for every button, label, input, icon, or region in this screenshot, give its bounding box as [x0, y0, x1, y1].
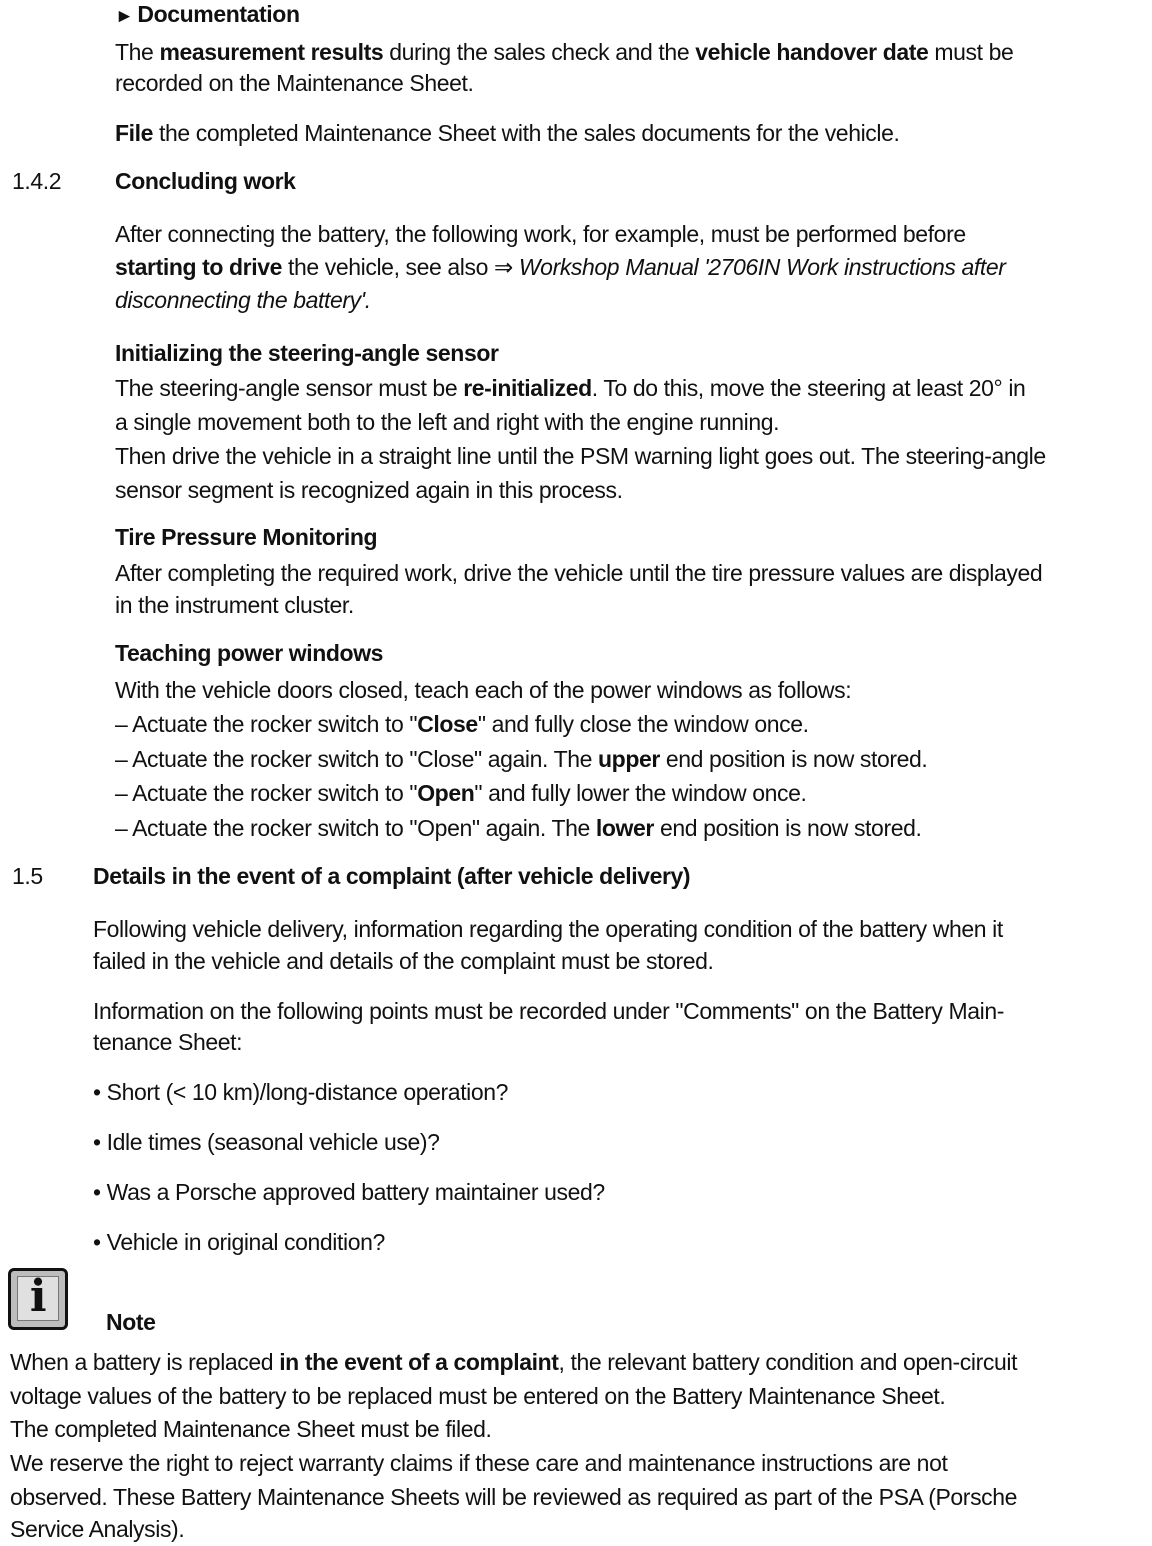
complaint-para-1-line-1: Following vehicle delivery, information regarding the operating condition of the battery when it — [93, 916, 1003, 942]
note-line-1: When a battery is replaced in the event of a complaint, the relevant battery condition and open-circuit — [10, 1349, 1018, 1375]
section-number-1-5: 1.5 — [12, 863, 43, 889]
note-line-5: observed. These Battery Maintenance Sheets will be reviewed as required as part of the PSA (Porsche — [10, 1484, 1018, 1510]
documentation-file-line: File the completed Maintenance Sheet with the sales documents for the vehicle. — [115, 120, 900, 146]
complaint-para-2-line-1: Information on the following points must be recorded under "Comments" on the Battery Main- — [93, 998, 1005, 1024]
power-windows-intro: With the vehicle doors closed, teach each of the power windows as follows: — [115, 677, 852, 703]
documentation-line-1: The measurement results during the sales check and the vehicle handover date must be — [115, 39, 1014, 65]
tpm-heading: Tire Pressure Monitoring — [115, 524, 378, 550]
note-line-4: We reserve the right to reject warranty claims if these care and maintenance instructions are not — [10, 1450, 948, 1476]
list-item: • Vehicle in original condition? — [93, 1229, 385, 1255]
power-windows-step-1: – Actuate the rocker switch to "Close" and fully close the window once. — [115, 711, 809, 737]
power-windows-step-4: – Actuate the rocker switch to "Open" again. The lower end position is now stored. — [115, 815, 922, 841]
note-line-3: The completed Maintenance Sheet must be filed. — [10, 1416, 492, 1442]
concluding-line-3: disconnecting the battery'. — [115, 287, 371, 313]
steering-line-4: sensor segment is recognized again in this process. — [115, 477, 623, 503]
list-item: • Short (< 10 km)/long-distance operation? — [93, 1079, 509, 1105]
steering-line-1: The steering-angle sensor must be re-initialized. To do this, move the steering at least 20° in — [115, 375, 1026, 401]
section-title-complaint-details: Details in the event of a complaint (after vehicle delivery) — [93, 863, 691, 889]
power-windows-step-2: – Actuate the rocker switch to "Close" again. The upper end position is now stored. — [115, 746, 928, 772]
list-item: • Was a Porsche approved battery maintainer used? — [93, 1179, 605, 1205]
concluding-line-1: After connecting the battery, the following work, for example, must be performed before — [115, 221, 966, 247]
power-windows-heading: Teaching power windows — [115, 640, 384, 666]
section-title-concluding-work: Concluding work — [115, 168, 296, 194]
concluding-line-2: starting to drive the vehicle, see also ⇒ Workshop Manual '2706IN Work instructions after — [115, 254, 1006, 280]
complaint-para-2-line-2: tenance Sheet: — [93, 1029, 243, 1055]
cross-reference-arrow-icon: ⇒ — [494, 254, 513, 280]
info-icon: i — [8, 1268, 68, 1330]
complaint-para-1-line-2: failed in the vehicle and details of the complaint must be stored. — [93, 948, 714, 974]
note-line-2: voltage values of the battery to be replaced must be entered on the Battery Maintenance Sheet. — [10, 1383, 946, 1409]
note-line-6: Service Analysis). — [10, 1516, 185, 1542]
workshop-manual-reference: Workshop Manual '2706IN Work instructions after — [512, 254, 1006, 280]
steering-line-2: a single movement both to the left and right with the engine running. — [115, 409, 780, 435]
triangle-right-icon: ► — [115, 6, 134, 27]
power-windows-step-3: – Actuate the rocker switch to "Open" and fully lower the window once. — [115, 780, 807, 806]
documentation-heading: ► Documentation — [115, 1, 300, 27]
steering-sensor-heading: Initializing the steering-angle sensor — [115, 340, 499, 366]
tpm-line-1: After completing the required work, drive the vehicle until the tire pressure values are displayed — [115, 560, 1043, 586]
list-item: • Idle times (seasonal vehicle use)? — [93, 1129, 440, 1155]
tpm-line-2: in the instrument cluster. — [115, 592, 354, 618]
steering-line-3: Then drive the vehicle in a straight line until the PSM warning light goes out. The steering-angle — [115, 443, 1046, 469]
documentation-line-2: recorded on the Maintenance Sheet. — [115, 70, 474, 96]
section-number-1-4-2: 1.4.2 — [12, 168, 62, 194]
note-heading: Note — [106, 1309, 156, 1335]
